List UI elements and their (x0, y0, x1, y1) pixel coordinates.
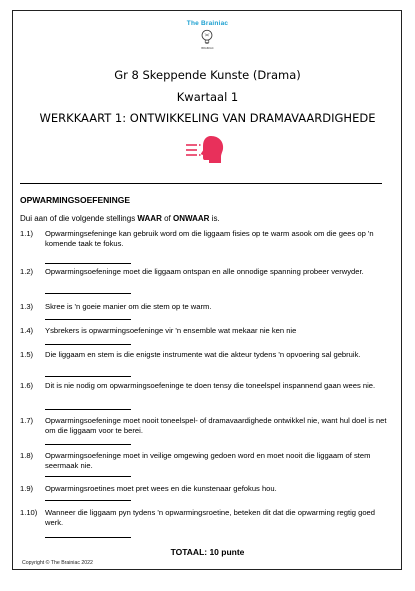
question-number: 1.1) (20, 229, 34, 238)
instruction-part: Dui aan of die volgende stellings (20, 214, 138, 223)
answer-line[interactable] (45, 344, 131, 345)
question-number: 1.4) (20, 326, 34, 335)
answer-line[interactable] (45, 376, 131, 377)
lightbulb-logo-icon (198, 28, 216, 46)
grade-heading: Gr 8 Skeppende Kunste (Drama) (114, 68, 301, 82)
question-text: Opwarmingsoefeninge moet nooit toneelspel- of dramavaardighede ontwikkel nie, want hul doel is net om die liggaam voor te berei. (45, 416, 387, 435)
copyright-notice: Copyright © The Brainiac 2022 (22, 560, 93, 566)
answer-line[interactable] (45, 500, 131, 501)
instruction-true: WAAR (137, 214, 162, 223)
instruction-part: is. (209, 214, 220, 223)
section-title: OPWARMINGSOEFENINGE (20, 195, 131, 205)
question-number: 1.7) (20, 416, 34, 425)
question-number: 1.2) (20, 267, 34, 276)
section-divider (20, 183, 382, 184)
question-number: 1.9) (20, 484, 34, 493)
question-text: Opwarmingsroetines moet pret wees en die kunstenaar gefokus hou. (45, 484, 277, 493)
question-text: Dit is nie nodig om opwarmingsoefeninge te doen tensy die toneelspel inspannend gaan wees nie. (45, 381, 376, 390)
question-number: 1.5) (20, 350, 34, 359)
worksheet-title: WERKKAART 1: ONTWIKKELING VAN DRAMAVAARDIGHEDE (39, 111, 376, 125)
instruction-text (20, 214, 220, 223)
question-text: Opwarmingsefeninge kan gebruik word om die liggaam fisies op te warm asook om die gees op 'n komende taak te fokus. (45, 229, 374, 248)
answer-line[interactable] (45, 409, 131, 410)
question-number: 1.6) (20, 381, 34, 390)
answer-line[interactable] (45, 293, 131, 294)
question-number: 1.8) (20, 451, 34, 460)
answer-line[interactable] (45, 263, 131, 264)
question-text: Wanneer die liggaam pyn tydens 'n opwarmingsroetine, beteken dit dat die opwarming regtig goed werk. (45, 508, 376, 527)
logo-caption: BRAINIAC (201, 47, 214, 50)
brand-name: The Brainiac (186, 20, 229, 27)
question-text: Opwarmingsoefeninge moet in veilige omgewing gedoen word en moet nooit die liggaam of stem seermaak nie. (45, 451, 371, 470)
term-heading: Kwartaal 1 (176, 90, 239, 104)
question-number: 1.10) (20, 508, 38, 517)
instruction-false: ONWAAR (173, 214, 210, 223)
answer-line[interactable] (45, 319, 131, 320)
answer-line[interactable] (45, 476, 131, 477)
answer-line[interactable] (45, 537, 131, 538)
question-text: Ysbrekers is opwarmingsoefeninge vir 'n ensemble wat mekaar nie ken nie (45, 326, 297, 335)
total-marks: TOTAAL: 10 punte (170, 547, 245, 557)
speaking-head-icon (183, 133, 227, 165)
question-text: Die liggaam en stem is die enigste instrumente wat die akteur tydens 'n opvoering sal gebruik. (45, 350, 361, 359)
question-text: Skree is 'n goeie manier om die stem op te warm. (45, 302, 212, 311)
instruction-part: of (161, 214, 173, 223)
answer-line[interactable] (45, 444, 131, 445)
question-text: Opwarmingsoefeninge moet die liggaam ontspan en alle onnodige spanning probeer verwyder. (45, 267, 364, 276)
question-number: 1.3) (20, 302, 34, 311)
